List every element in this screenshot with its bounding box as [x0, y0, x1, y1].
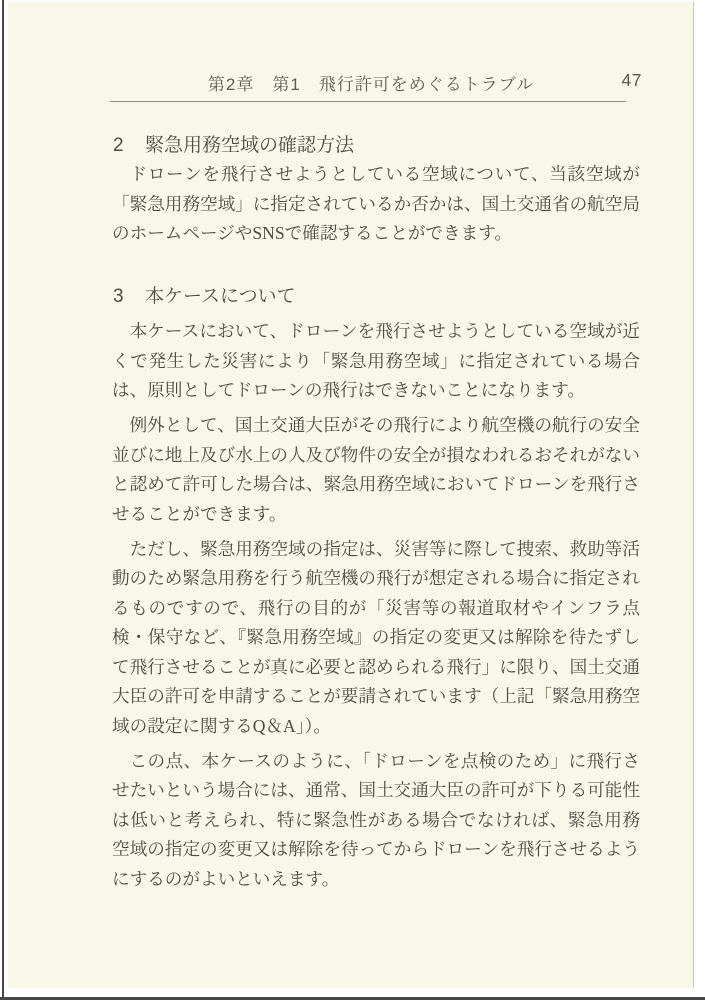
scan-edge-left — [2, 0, 4, 1000]
book-page — [8, 2, 693, 988]
section-title: 緊急用務空域の確認方法 — [145, 135, 355, 156]
paragraph: この点、本ケースのように、「ドローンを点検のため」に飛行させたいという場合には、通常、国土交通大臣の許可が下りる可能性は低いと考えられ、特に緊急性がある場合でなければ、緊急用務空域の指定の変更又は解除を待ってからドローンを飛行させるようにするのがよいといえます。 — [112, 750, 640, 889]
paragraph: 例外として、国土交通大臣がその飛行により航空機の航行の安全並びに地上及び水上の人及び物件の安全が損なわれるおそれがないと認めて許可した場合は、緊急用務空域においてドローンを飛行させることができます。 — [112, 415, 640, 524]
running-head: 第2章 第1 飛行許可をめぐるトラブル — [207, 75, 535, 94]
page-number: 47 — [621, 70, 642, 90]
paragraph: ただし、緊急用務空域の指定は、災害等に際して捜索、救助等活動のため緊急用務を行う航空機の飛行が想定される場合に指定されるものですので、飛行の目的が「災害等の報道取材やインフラ点検・保守など、『緊急用務空域』の指定の変更又は解除を待たずして飛行させることが真に必要と認められる飛行」に限り、国土交通大臣の許可を申請することが要請されています（上記「緊急用務空域の設定に関するQ＆A」）。 — [112, 538, 640, 736]
scan-edge-right — [693, 2, 694, 988]
section-heading-3 — [113, 284, 296, 310]
section-title: 本ケースについて — [145, 286, 296, 307]
section-2-body — [112, 160, 640, 249]
section-number: 3 — [113, 286, 124, 307]
paragraph: 本ケースにおいて、ドローンを飛行させようとしている空域が近くで発生した災害により「緊急用務空域」に指定されている場合は、原則としてドローンの飛行はできないことになります。 — [112, 321, 640, 400]
header-rule — [110, 101, 626, 102]
page-header — [110, 70, 642, 94]
section-heading-2 — [113, 133, 354, 159]
section-number: 2 — [113, 135, 124, 156]
paragraph: ドローンを飛行させようとしている空域について、当該空域が「緊急用務空域」に指定されているか否かは、国土交通省の航空局のホームページやSNSで確認することができます。 — [112, 164, 640, 243]
section-3-body — [112, 317, 640, 894]
